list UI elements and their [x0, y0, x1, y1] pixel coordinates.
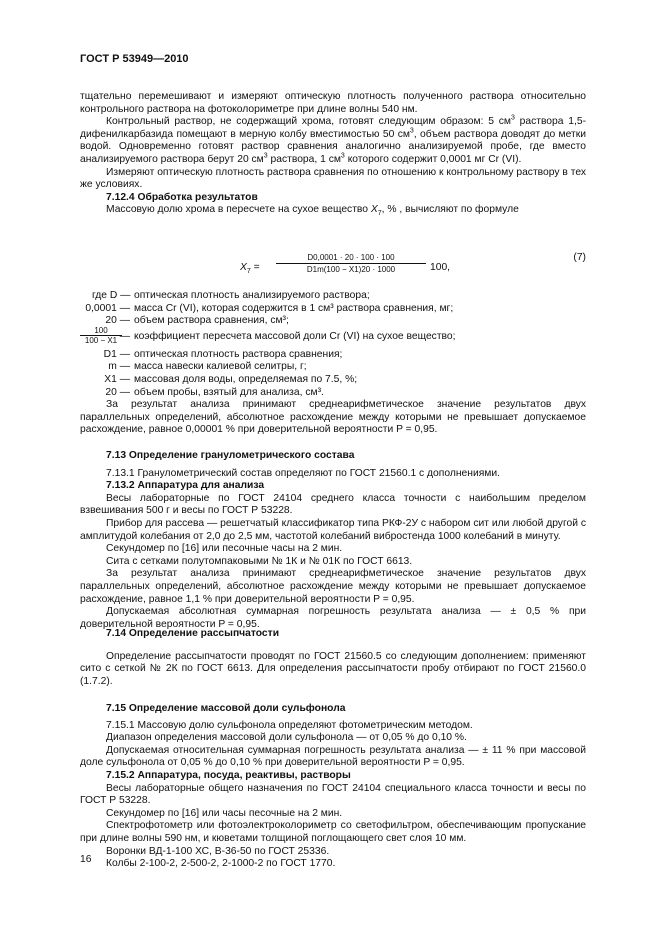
result-paragraph: За результат анализа принимают среднеарифметическое значение результатов двух параллельных определений, абсолютное расхождение между которыми не превышает допускаемое расхождение, равное 0,00001 % при доверительной вероятности P = 0,95.	[80, 399, 586, 436]
subsection-heading: 7.13.2 Аппаратура для анализа	[106, 480, 265, 492]
subsection-heading: 7.15.2 Аппаратура, посуда, реактивы, растворы	[106, 769, 351, 781]
legend-row: где D — оптическая плотность анализируемого раствора;	[92, 290, 370, 301]
paragraph: Колбы 2-100-2, 2-500-2, 2-1000-2 по ГОСТ 1770.	[106, 858, 336, 870]
section-heading: 7.13 Определение гранулометрического состава	[106, 450, 355, 461]
formula-lhs: $X_7$ =	[240, 262, 260, 276]
section-7-13	[80, 450, 586, 631]
legend-row: X1 — массовая доля воды, определяемая по 7.5, %;	[104, 373, 358, 385]
paragraph: За результат анализа принимают среднеарифметическое значение результатов двух параллельных определений, абсолютное расхождение между которыми не превышает допускаемое расхождение, равное 1,1 % при доверительной вероятности P = 0,95.	[80, 568, 586, 605]
section-heading: 7.14 Определение рассыпчатости	[106, 628, 280, 639]
paragraph: Спектрофотометр или фотоэлектроколориметр со светофильтром, обеспечивающим пропускание при длине волны 590 нм, и кюветами толщиной поглощающего свет слоя 10 мм.	[80, 820, 586, 844]
formula-rhs: 100,	[430, 262, 451, 273]
legend-fraction: $\frac{100}{100 - X1}$	[80, 326, 122, 345]
section-heading: 7.15 Определение массовой доли сульфонола	[106, 703, 346, 714]
paragraph: Определение рассыпчатости проводят по ГОСТ 21560.5 со следующим дополнением: применяют сито с сеткой № 2К по ГОСТ 6613. Для определения рассыпчатости пробу отбирают по ГОСТ 21560.0 (1.7.2).	[80, 650, 586, 687]
legend-row: m — масса навески калиевой селитры, г;	[108, 361, 307, 373]
paragraph: 7.13.1 Гранулометрический состав определяют по ГОСТ 21560.1 с дополнениями.	[106, 467, 500, 479]
section-7-14	[80, 628, 586, 688]
paragraph: Диапазон определения массовой доли сульфонола — от 0,05 % до 0,10 %.	[106, 732, 467, 744]
paragraph: Весы лабораторные по ГОСТ 24104 среднего класса точности с наибольшим пределом взвешивания 500 г и весы по ГОСТ Р 53228.	[80, 492, 586, 517]
legend-row: D1 — оптическая плотность раствора сравнения;	[103, 348, 343, 360]
document-header: ГОСТ Р 53949—2010	[80, 53, 189, 65]
paragraph: Воронки ВД-1-100 ХС, В-36-50 по ГОСТ 25336.	[106, 845, 330, 857]
paragraph: Прибор для рассева — решетчатый классификатор типа РКФ-2У с набором сит или любой другой с амплитудой колебания от 2,0 до 2,5 мм, частотой колебаний вибростенда 1000 колебаний в минуту.	[80, 517, 586, 542]
legend-row: 20 — объем раствора сравнения, см³;	[105, 315, 289, 327]
paragraph: 7.15.1 Массовую долю сульфонола определяют фотометрическим методом.	[106, 719, 473, 731]
legend-row-fraction: $\frac{100}{100 - X1}$ — коэффициент пересчета массовой доли Cr (VI) на сухое вещество;	[80, 328, 586, 349]
paragraph: Допускаемая абсолютная суммарная погрешность результата анализа — ± 0,5 % при доверительной вероятности P = 0,95.	[80, 606, 586, 630]
formula-denominator: D1m(100 − X1)20 · 1000	[306, 265, 396, 274]
paragraph: Допускаемая относительная суммарная погрешность результата анализа — ± 11 % при массовой доле сульфонола от 0,05 % до 0,10 % при доверительной вероятности P = 0,95.	[80, 744, 586, 769]
top-paragraphs	[80, 91, 586, 217]
legend-row: 20 — объем пробы, взятый для анализа, см³.	[105, 386, 324, 398]
formula-numerator: D0,0001 · 20 · 100 · 100	[276, 252, 426, 264]
paragraph: тщательно перемешивают и измеряют оптическую плотность полученного раствора относительно контрольного раствора на фотоколориметре при длине волны 540 нм.	[80, 91, 586, 115]
legend-row: 0,0001 — масса Cr (VI), которая содержится в 1 см³ раствора сравнения, мг;	[85, 302, 454, 314]
section-7-15	[80, 703, 586, 871]
paragraph: Сита с сетками полутомпаковыми № 1К и № 01К по ГОСТ 6613.	[106, 555, 413, 567]
paragraph-control-solution: Контрольный раствор, не содержащий хрома, готовят следующим образом: 5 $см^3$ раствора 1,5-дифенилкарбазида помещают в мерную колбу вместимостью 50 $см^3$, объем раствора доводят до метки водой. Одновременно готовят раствор сравнения аналогично анализируемой пробе, где вместо анализируемого раствора берут 20 $см^3$ раствора, 1 $см^3$ которого содержит 0,0001 мг Cr (VI).	[80, 114, 586, 165]
paragraph: Секундомер по [16] или песочные часы на 2 мин.	[106, 543, 343, 555]
section-heading: 7.12.4 Обработка результатов	[106, 191, 258, 203]
paragraph: Секундомер по [16] или часы песочные на 2 мин.	[106, 807, 343, 819]
page-number: 16	[80, 854, 92, 865]
paragraph: Весы лабораторные общего назначения по ГОСТ 24104 специального класса точности и весы по ГОСТ Р 53228.	[80, 782, 586, 807]
paragraph: Измеряют оптическую плотность раствора сравнения по отношению к контрольному раствору в тех же условиях.	[80, 166, 586, 191]
formula-7	[240, 252, 586, 288]
equation-number: (7)	[573, 252, 586, 263]
formula-fraction	[276, 252, 426, 275]
formula-legend	[80, 290, 586, 399]
paragraph-formula-intro: Массовую долю хрома в пересчете на сухое вещество $X_7$, % , вычисляют по формуле	[106, 204, 519, 218]
